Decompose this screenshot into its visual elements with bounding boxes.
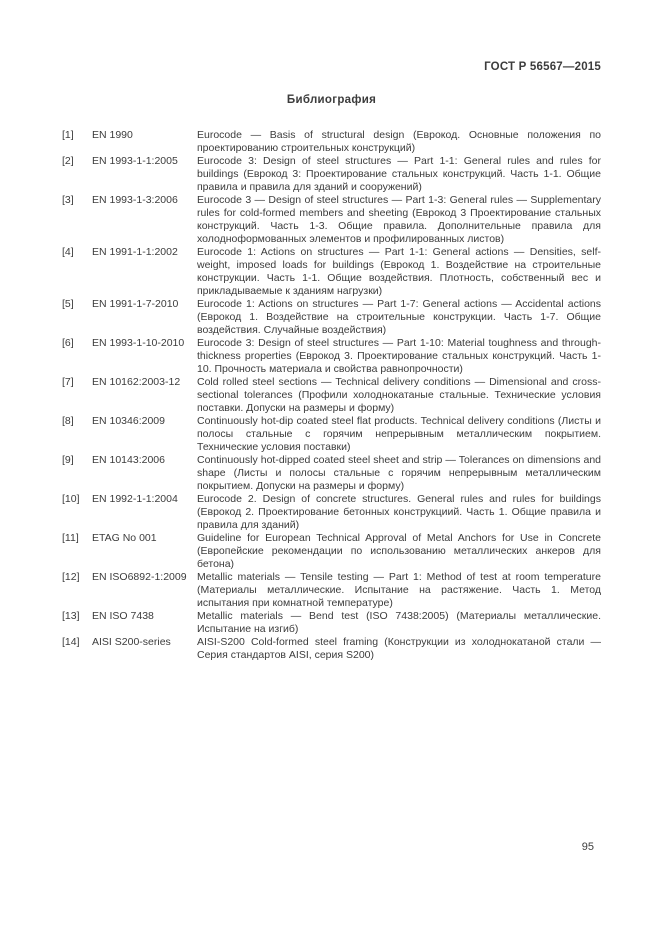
entry-standard-code: EN 10162:2003-12 (92, 376, 181, 388)
entry-description: Eurocode 2. Design of concrete structures. General rules and rules for buildings (Еврокод 2. Проектирование бетонных конструкциий. Часть 1. Общие правила и правила для зданий) (197, 493, 601, 531)
entry-description: Guideline for European Technical Approval of Metal Anchors for Use in Concrete (Европейские рекомендации по использованию металлических анкеров для бетона) (197, 532, 601, 570)
entry-ref-number: [3] (62, 194, 74, 206)
bibliography-entry (62, 129, 601, 155)
bibliography-entry (62, 155, 601, 194)
page-title: Библиография (286, 94, 377, 106)
entry-ref-number: [2] (62, 155, 74, 167)
bibliography-entry (62, 376, 601, 415)
bibliography-entry (62, 532, 601, 571)
entry-ref-number: [1] (62, 129, 74, 141)
entry-description: Metallic materials — Tensile testing — Part 1: Method of test at room temperature (Материалы металлические. Испытание на растяжение. Часть 1. Метод испытания при комнатной температуре) (197, 571, 601, 609)
entry-standard-code: EN 1990 (92, 129, 133, 141)
entry-description: Eurocode 1: Actions on structures — Part 1-7: General actions — Accidental actions (Еврокод 1. Воздействие на строительные конструкции. Часть 1-7. Общие воздействия. Случайные воздействия) (197, 298, 601, 336)
entry-ref-number: [10] (62, 493, 80, 505)
entry-description: Cold rolled steel sections — Technical delivery conditions — Dimensional and cross-sectional tolerances (Профили холоднокатаные стальные. Технические условия поставки. Допуски на размеры и форму) (197, 376, 601, 414)
entry-description: Eurocode 3: Design of steel structures — Part 1-10: Material toughness and through-thickness properties (Еврокод 3. Проектирование стальных конструкций. Часть 1-10. Прочность материала и свойства равнопрочности) (197, 337, 601, 375)
entry-description: Continuously hot-dipped coated steel sheet and strip — Tolerances on dimensions and shape (Листы и полосы стальные с горячим непрерывным металлическим покрытием. Допуски на размеры и форму) (197, 454, 601, 492)
entry-standard-code: EN 1993-1-3:2006 (92, 194, 178, 206)
entry-ref-number: [6] (62, 337, 74, 349)
entry-ref-number: [5] (62, 298, 74, 310)
entry-description: Eurocode 3 — Design of steel structures — Part 1-3: General rules — Supplementary rules for cold-formed members and sheeting (Еврокод 3 Проектирование стальных конструкций. Часть 1-3. Общие правила. Дополнительные правила для холодноформованных элементов и профилированных листов) (197, 194, 601, 245)
entry-ref-number: [14] (62, 636, 80, 648)
entry-description: Eurocode 3: Design of steel structures — Part 1-1: General rules and rules for buildings (Еврокод 3: Проектирование стальных конструкций. Часть 1-1. Общие правила и правила для зданий и сооружений) (197, 155, 601, 193)
bibliography-entry (62, 493, 601, 532)
bibliography-entry (62, 298, 601, 337)
document-header: ГОСТ Р 56567—2015 (484, 61, 601, 73)
bibliography-list (62, 129, 601, 662)
bibliography-entry (62, 610, 601, 636)
bibliography-entry (62, 246, 601, 298)
entry-description: Eurocode — Basis of structural design (Еврокод. Основные положения по проектированию строительных конструкций) (197, 129, 601, 154)
bibliography-entry (62, 415, 601, 454)
entry-ref-number: [9] (62, 454, 74, 466)
entry-standard-code: EN ISO6892-1:2009 (92, 571, 187, 583)
entry-ref-number: [8] (62, 415, 74, 427)
entry-standard-code: EN 10346:2009 (92, 415, 165, 427)
entry-standard-code: EN 1991-1-1:2002 (92, 246, 178, 258)
entry-description: AISI-S200 Cold-formed steel framing (Конструкции из холоднокатаной стали — Серия стандартов AISI, серия S200) (197, 636, 601, 661)
entry-standard-code: EN 10143:2006 (92, 454, 165, 466)
bibliography-entry (62, 454, 601, 493)
entry-description: Eurocode 1: Actions on structures — Part 1-1: General actions — Densities, self-weight, imposed loads for buildings (Еврокод 1. Воздействие на строительные конструкции. Часть 1-1. Общие воздействия. Плотность, собственный вес и прикладываемые к зданиям нагрузки) (197, 246, 601, 297)
bibliography-entry (62, 571, 601, 610)
entry-ref-number: [7] (62, 376, 74, 388)
entry-ref-number: [11] (62, 532, 79, 544)
bibliography-entry (62, 194, 601, 246)
entry-standard-code: EN ISO 7438 (92, 610, 154, 622)
entry-ref-number: [4] (62, 246, 74, 258)
page-number: 95 (581, 841, 594, 853)
bibliography-entry (62, 636, 601, 662)
entry-standard-code: EN 1993-1-1:2005 (92, 155, 178, 167)
entry-standard-code: ETAG No 001 (92, 532, 157, 544)
entry-standard-code: EN 1992-1-1:2004 (92, 493, 178, 505)
bibliography-entry (62, 337, 601, 376)
entry-standard-code: EN 1993-1-10-2010 (92, 337, 185, 349)
entry-ref-number: [13] (62, 610, 80, 622)
entry-standard-code: AISI S200-series (92, 636, 171, 648)
entry-description: Continuously hot-dip coated steel flat products. Technical delivery conditions (Листы и полосы стальные с горячим непрерывным металлическим покрытием. Технические условия поставки) (197, 415, 601, 453)
entry-description: Metallic materials — Bend test (ISO 7438:2005) (Материалы металлические. Испытание на изгиб) (197, 610, 601, 635)
entry-ref-number: [12] (62, 571, 80, 583)
entry-standard-code: EN 1991-1-7-2010 (92, 298, 179, 310)
